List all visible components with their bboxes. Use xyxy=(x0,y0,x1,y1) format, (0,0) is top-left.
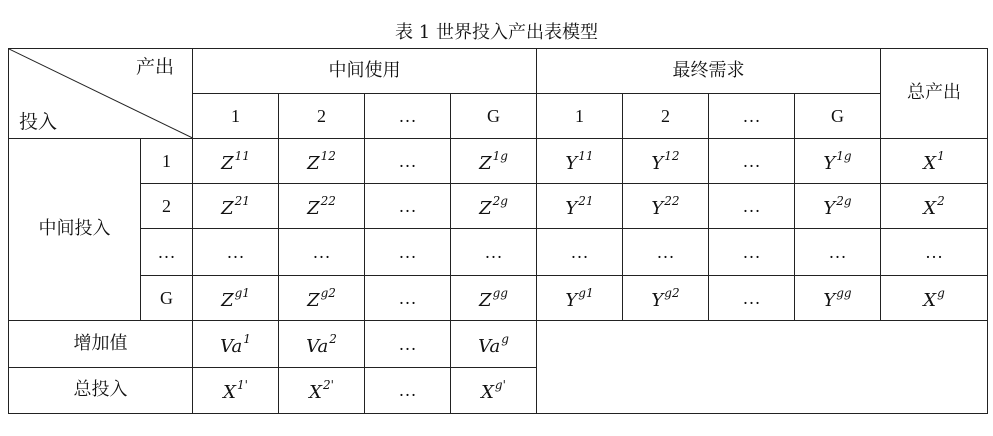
total-output-header: 总产出 xyxy=(881,49,988,139)
table-row xyxy=(9,184,988,229)
intermediate-use-cell: $Z^{12}$ xyxy=(279,138,365,183)
value-added-cell: Va$^1$ xyxy=(193,321,279,367)
row-id: G xyxy=(141,275,193,320)
final-col-G: G xyxy=(795,94,881,138)
corner-input-label: 投入 xyxy=(19,110,58,133)
value-added-cell: Va$^2$ xyxy=(279,321,365,367)
intermediate-use-cell: $Z^{gg}$ xyxy=(451,275,537,320)
final-demand-cell: $Y^{21}$ xyxy=(537,184,623,229)
final-col-ellipsis: … xyxy=(709,94,795,138)
final-demand-cell: … xyxy=(709,275,795,320)
intermediate-col-2: 2 xyxy=(279,94,365,138)
final-demand-cell: … xyxy=(709,229,795,275)
intermediate-use-header: 中间使用 xyxy=(193,49,537,94)
final-col-1: 1 xyxy=(537,94,623,138)
intermediate-use-cell: … xyxy=(365,184,451,229)
intermediate-col-1: 1 xyxy=(193,94,279,138)
final-demand-cell: $Y^{g2}$ xyxy=(623,275,709,320)
table-row xyxy=(9,229,988,275)
final-demand-cell: $Y^{gg}$ xyxy=(795,275,881,320)
corner-output-label: 产出 xyxy=(135,56,174,78)
intermediate-use-cell: $Z^{2g}$ xyxy=(451,184,537,229)
intermediate-use-cell: $Z^{11}$ xyxy=(193,138,279,183)
total-output-cell: $X^1$ xyxy=(881,138,988,183)
final-demand-header: 最终需求 xyxy=(537,49,881,94)
row-id: … xyxy=(141,229,193,275)
intermediate-col-ellipsis: … xyxy=(365,94,451,138)
intermediate-input-label: 中间投入 xyxy=(9,138,141,320)
intermediate-use-cell: $Z^{g1}$ xyxy=(193,275,279,320)
final-demand-cell: … xyxy=(537,229,623,275)
final-demand-cell: $Y^{g1}$ xyxy=(537,275,623,320)
final-col-2: 2 xyxy=(623,94,709,138)
final-demand-cell: … xyxy=(795,229,881,275)
intermediate-use-cell: … xyxy=(365,229,451,275)
final-demand-cell: $Y^{12}$ xyxy=(623,138,709,183)
total-output-cell: … xyxy=(881,229,988,275)
empty-region xyxy=(537,321,988,414)
io-table xyxy=(8,48,988,414)
corner-cell xyxy=(9,49,193,139)
intermediate-use-cell: $Z^{1g}$ xyxy=(451,138,537,183)
final-demand-cell: … xyxy=(709,138,795,183)
total-input-cell: $X^{1'}$ xyxy=(193,367,279,413)
intermediate-use-cell: $Z^{22}$ xyxy=(279,184,365,229)
intermediate-use-cell: … xyxy=(365,275,451,320)
table-row xyxy=(9,275,988,320)
final-demand-cell: $Y^{2g}$ xyxy=(795,184,881,229)
final-demand-cell: $Y^{22}$ xyxy=(623,184,709,229)
final-demand-cell: … xyxy=(709,184,795,229)
final-demand-cell: … xyxy=(623,229,709,275)
final-demand-cell: $Y^{11}$ xyxy=(537,138,623,183)
row-id: 2 xyxy=(141,184,193,229)
intermediate-use-cell: … xyxy=(451,229,537,275)
total-input-cell: $X^{g'}$ xyxy=(451,367,537,413)
table-row xyxy=(9,321,988,367)
value-added-cell: Va$^g$ xyxy=(451,321,537,367)
total-input-cell: … xyxy=(365,367,451,413)
value-added-cell: … xyxy=(365,321,451,367)
intermediate-use-cell: … xyxy=(193,229,279,275)
intermediate-col-G: G xyxy=(451,94,537,138)
intermediate-use-cell: $Z^{g2}$ xyxy=(279,275,365,320)
table-caption: 表 1 世界投入产出表模型 xyxy=(395,22,598,43)
total-input-cell: $X^{2'}$ xyxy=(279,367,365,413)
intermediate-use-cell: … xyxy=(365,138,451,183)
table-row xyxy=(9,138,988,183)
total-output-cell: $X^g$ xyxy=(881,275,988,320)
final-demand-cell: $Y^{1g}$ xyxy=(795,138,881,183)
intermediate-use-cell: … xyxy=(279,229,365,275)
intermediate-use-cell: $Z^{21}$ xyxy=(193,184,279,229)
row-id: 1 xyxy=(141,138,193,183)
value-added-label: 增加值 xyxy=(9,321,193,367)
total-output-cell: $X^2$ xyxy=(881,184,988,229)
total-input-label: 总投入 xyxy=(9,367,193,413)
